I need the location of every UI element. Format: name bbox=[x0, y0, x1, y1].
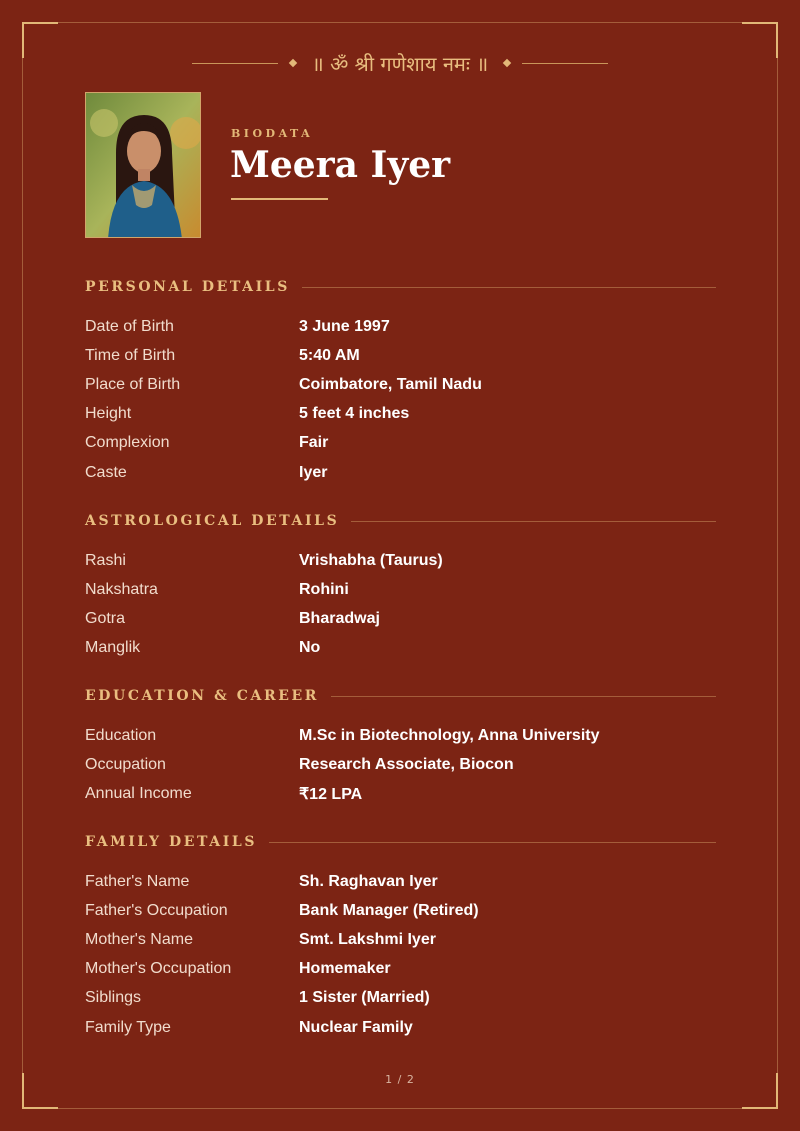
document-label: BIODATA bbox=[231, 127, 314, 140]
detail-row bbox=[85, 370, 716, 399]
field-label: Date of Birth bbox=[85, 317, 174, 335]
divider-line bbox=[522, 63, 608, 64]
field-value: 5:40 AM bbox=[299, 346, 360, 364]
field-value: 3 June 1997 bbox=[299, 317, 390, 335]
section-header bbox=[85, 686, 716, 706]
detail-row bbox=[85, 750, 716, 779]
field-label: Place of Birth bbox=[85, 375, 181, 393]
candidate-name: Meera Iyer bbox=[230, 144, 451, 186]
field-value: ₹12 LPA bbox=[299, 785, 363, 803]
detail-row bbox=[85, 546, 716, 575]
detail-row bbox=[85, 604, 716, 633]
field-value: Homemaker bbox=[299, 960, 391, 978]
detail-row bbox=[85, 312, 716, 341]
field-value: Research Associate, Biocon bbox=[299, 755, 514, 773]
field-label: Father's Name bbox=[85, 872, 190, 890]
field-label: Nakshatra bbox=[85, 580, 158, 598]
field-label: Family Type bbox=[85, 1018, 171, 1036]
field-value: Bharadwaj bbox=[299, 609, 380, 627]
field-value: Coimbatore, Tamil Nadu bbox=[299, 375, 482, 393]
field-label: Manglik bbox=[85, 639, 141, 657]
section-astrological-details bbox=[85, 511, 716, 657]
portrait-image bbox=[86, 93, 201, 238]
field-value: Vrishabha (Taurus) bbox=[299, 551, 443, 569]
field-label: Annual Income bbox=[85, 784, 192, 802]
field-value: M.Sc in Biotechnology, Anna University bbox=[299, 726, 600, 744]
detail-row bbox=[85, 867, 716, 896]
field-label: Complexion bbox=[85, 434, 170, 452]
field-value: No bbox=[299, 639, 321, 657]
detail-row bbox=[85, 458, 716, 487]
invocation-text: ॥ ॐ श्री गणेशाय नमः ॥ bbox=[311, 51, 489, 76]
section-divider bbox=[302, 287, 716, 288]
field-label: Mother's Name bbox=[85, 930, 193, 948]
field-value: Bank Manager (Retired) bbox=[299, 901, 479, 919]
section-header bbox=[85, 832, 716, 852]
field-label: Education bbox=[85, 726, 157, 744]
diamond-ornament-icon bbox=[503, 59, 511, 67]
field-value: Iyer bbox=[299, 463, 328, 481]
detail-row bbox=[85, 1013, 716, 1042]
detail-row bbox=[85, 955, 716, 984]
detail-row bbox=[85, 575, 716, 604]
section-family-details bbox=[85, 832, 716, 1036]
detail-row bbox=[85, 925, 716, 954]
detail-list bbox=[85, 721, 716, 809]
detail-row bbox=[85, 400, 716, 429]
section-header bbox=[85, 511, 716, 531]
detail-list bbox=[85, 867, 716, 1042]
section-title: FAMILY DETAILS bbox=[85, 834, 258, 850]
name-underline bbox=[231, 198, 328, 200]
detail-row bbox=[85, 896, 716, 925]
section-header bbox=[85, 277, 716, 297]
section-education-career bbox=[85, 686, 716, 803]
detail-row bbox=[85, 984, 716, 1013]
diamond-ornament-icon bbox=[288, 59, 296, 67]
field-value: Smt. Lakshmi Iyer bbox=[299, 930, 436, 948]
field-value: Nuclear Family bbox=[299, 1018, 413, 1036]
section-divider bbox=[331, 696, 716, 697]
section-personal-details bbox=[85, 277, 716, 481]
field-label: Time of Birth bbox=[85, 346, 176, 364]
field-value: 5 feet 4 inches bbox=[299, 405, 410, 423]
field-label: Father's Occupation bbox=[85, 901, 228, 919]
profile-photo bbox=[85, 92, 201, 238]
detail-row bbox=[85, 429, 716, 458]
section-title: PERSONAL DETAILS bbox=[85, 279, 290, 295]
field-label: Mother's Occupation bbox=[85, 960, 232, 978]
detail-row bbox=[85, 721, 716, 750]
field-label: Caste bbox=[85, 463, 127, 481]
field-label: Gotra bbox=[85, 609, 126, 627]
section-divider bbox=[351, 521, 716, 522]
invocation-header bbox=[0, 48, 800, 78]
field-label: Height bbox=[85, 405, 132, 423]
section-divider bbox=[269, 842, 716, 843]
detail-list bbox=[85, 312, 716, 487]
field-value: Rohini bbox=[299, 580, 349, 598]
page-indicator: 1 / 2 bbox=[385, 1073, 415, 1086]
field-label: Rashi bbox=[85, 551, 126, 569]
section-title: EDUCATION & CAREER bbox=[85, 688, 320, 704]
detail-row bbox=[85, 779, 716, 808]
field-value: 1 Sister (Married) bbox=[299, 989, 430, 1007]
detail-row bbox=[85, 341, 716, 370]
detail-row bbox=[85, 634, 716, 663]
divider-line bbox=[192, 63, 278, 64]
field-value: Fair bbox=[299, 434, 329, 452]
field-label: Siblings bbox=[85, 989, 142, 1007]
field-value: Sh. Raghavan Iyer bbox=[299, 872, 438, 890]
section-title: ASTROLOGICAL DETAILS bbox=[85, 513, 340, 529]
field-label: Occupation bbox=[85, 755, 166, 773]
detail-list bbox=[85, 546, 716, 663]
